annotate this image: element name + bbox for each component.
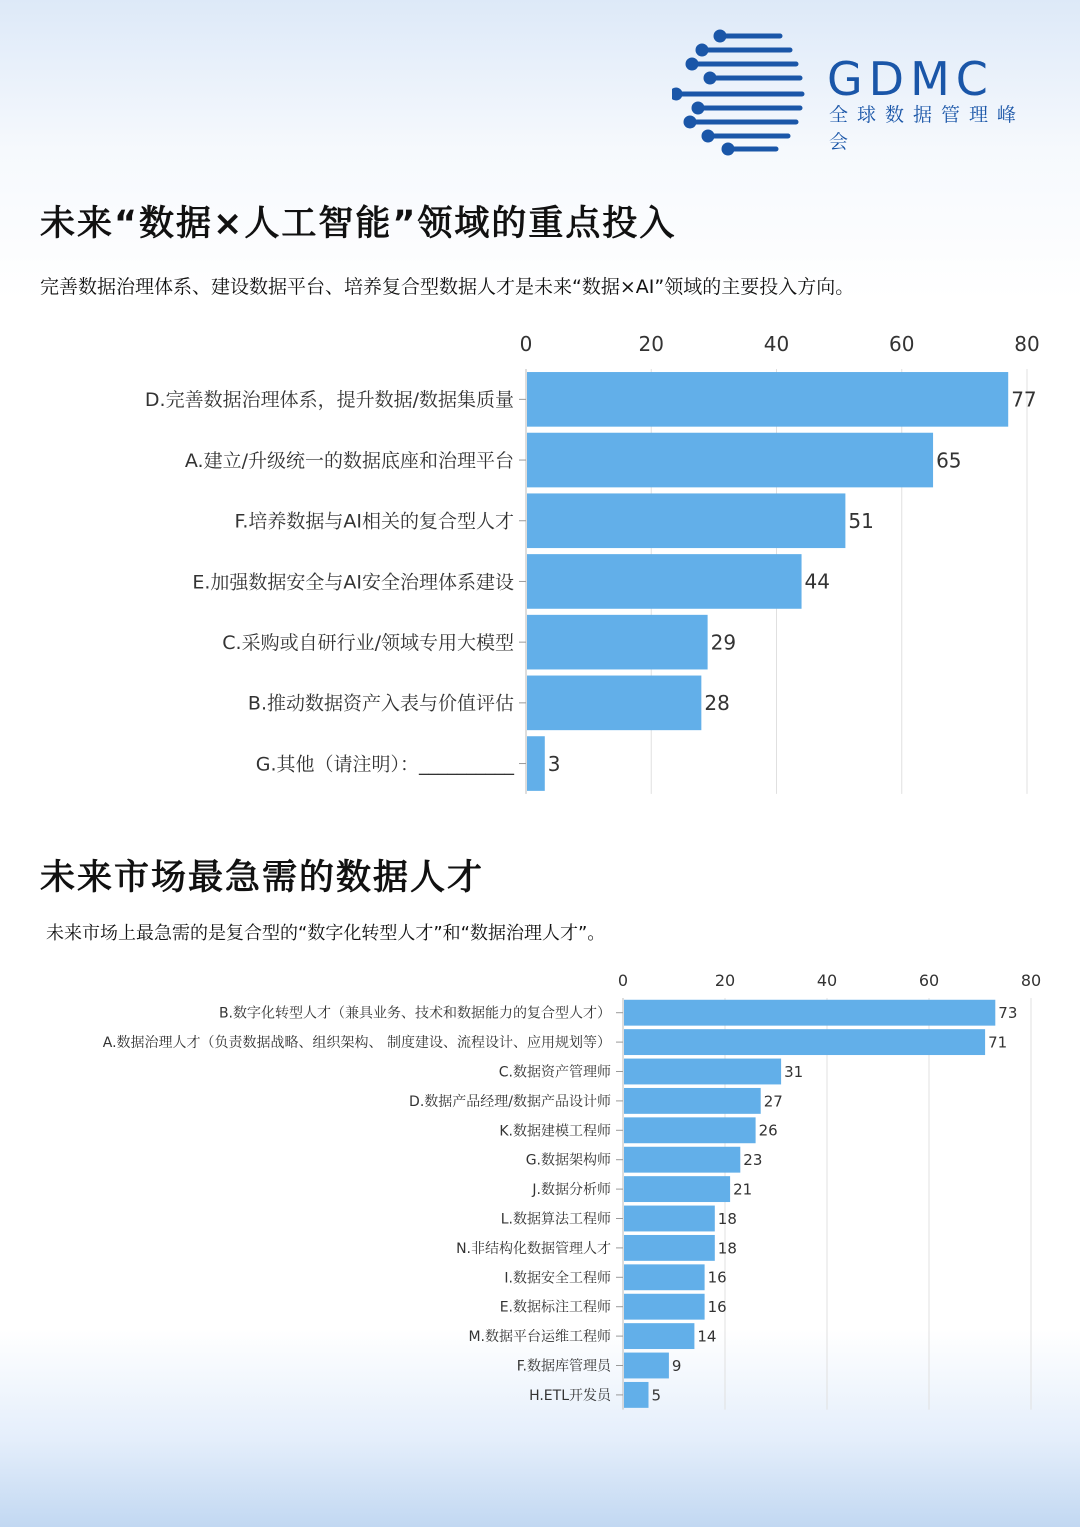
bar — [624, 1117, 756, 1143]
category-label: F.培养数据与AI相关的复合型人才 — [234, 510, 514, 533]
value-label: 5 — [651, 1386, 662, 1405]
category-label: B.数字化转型人才（兼具业务、技术和数据能力的复合型人才） — [218, 1005, 611, 1022]
bar — [624, 1382, 649, 1408]
bar — [527, 433, 933, 488]
category-label: G.其他（请注明）：__________ — [255, 753, 514, 776]
value-label: 21 — [733, 1180, 753, 1199]
bar — [624, 1059, 781, 1085]
logo-subtitle: 全球数据管理峰会 — [829, 104, 1026, 153]
bar — [624, 1029, 985, 1055]
value-label: 3 — [547, 751, 561, 776]
category-label: B.推动数据资产入表与价值评估 — [247, 692, 514, 715]
logo-text: GDMC — [827, 52, 994, 106]
value-label: 26 — [758, 1121, 778, 1140]
category-label: M.数据平台运维工程师 — [468, 1329, 611, 1346]
value-label: 31 — [784, 1062, 804, 1081]
bar — [527, 372, 1008, 427]
bar — [624, 1323, 694, 1349]
value-label: 71 — [988, 1033, 1008, 1052]
value-label: 44 — [804, 569, 831, 594]
section1-description: 完善数据治理体系、建设数据平台、培养复合型数据人才是未来“数据×AI”领域的主要投入方向。 — [40, 276, 855, 298]
category-label: D.数据产品经理/数据产品设计师 — [409, 1093, 611, 1110]
value-label: 18 — [717, 1209, 737, 1228]
section1-title: 未来“数据×人工智能”领域的重点投入 — [40, 204, 677, 244]
bar — [527, 676, 701, 731]
tick-label: 40 — [763, 332, 790, 356]
value-label: 51 — [848, 508, 874, 533]
category-label: J.数据分析师 — [532, 1182, 611, 1199]
bar — [527, 554, 802, 609]
value-label: 28 — [704, 691, 730, 716]
bar — [624, 1264, 705, 1290]
category-label: F.数据库管理员 — [516, 1358, 611, 1375]
category-label: I.数据安全工程师 — [504, 1270, 611, 1287]
category-label: E.数据标注工程师 — [499, 1299, 611, 1316]
category-label: K.数据建模工程师 — [499, 1123, 611, 1140]
tick-label: 0 — [617, 971, 629, 990]
bar — [624, 1206, 715, 1232]
bar — [527, 736, 545, 791]
value-label: 9 — [671, 1356, 682, 1375]
category-label: A.数据治理人才（负责数据战略、组织架构、 制度建设、流程设计、应用规划等） — [102, 1035, 611, 1052]
tick-label: 80 — [1014, 332, 1040, 356]
value-label: 16 — [707, 1298, 727, 1317]
bar — [624, 1235, 715, 1261]
category-label: A.建立/升级统一的数据底座和治理平台 — [184, 449, 514, 472]
value-label: 73 — [998, 1004, 1018, 1023]
value-label: 16 — [707, 1268, 727, 1287]
bar — [527, 493, 845, 548]
category-label: E.加强数据安全与AI安全治理体系建设 — [192, 571, 514, 594]
category-label: N.非结构化数据管理人才 — [456, 1240, 611, 1257]
category-label: G.数据架构师 — [525, 1152, 611, 1169]
bar — [624, 1000, 995, 1026]
value-label: 14 — [697, 1327, 717, 1346]
gdmc-logo — [672, 28, 1052, 158]
value-label: 77 — [1011, 387, 1037, 412]
tick-label: 20 — [638, 332, 664, 356]
bar — [624, 1353, 669, 1379]
talent-bar-chart — [0, 965, 1080, 1415]
category-label: H.ETL开发员 — [529, 1387, 611, 1404]
value-label: 29 — [710, 630, 737, 655]
tick-label: 40 — [816, 971, 838, 990]
bar — [624, 1294, 705, 1320]
bar — [624, 1147, 740, 1173]
value-label: 18 — [717, 1239, 737, 1258]
category-label: D.完善数据治理体系，提升数据/数据集质量 — [144, 389, 514, 412]
value-label: 23 — [743, 1151, 763, 1170]
tick-label: 60 — [918, 971, 940, 990]
section2-title: 未来市场最急需的数据人才 — [40, 858, 485, 898]
category-label: C.采购或自研行业/领域专用大模型 — [222, 631, 514, 654]
bar — [624, 1088, 761, 1114]
logo-mark-icon — [672, 28, 812, 158]
section2-description: 未来市场上最急需的是复合型的“数字化转型人才”和“数据治理人才”。 — [46, 923, 606, 944]
tick-label: 0 — [519, 332, 533, 356]
tick-label: 60 — [889, 332, 915, 356]
value-label: 27 — [763, 1092, 783, 1111]
category-label: L.数据算法工程师 — [500, 1211, 611, 1228]
value-label: 65 — [936, 448, 962, 473]
tick-label: 20 — [714, 971, 736, 990]
category-label: C.数据资产管理师 — [498, 1064, 611, 1081]
bar — [624, 1176, 730, 1202]
bar — [527, 615, 708, 670]
tick-label: 80 — [1020, 971, 1042, 990]
investment-bar-chart — [0, 325, 1080, 805]
